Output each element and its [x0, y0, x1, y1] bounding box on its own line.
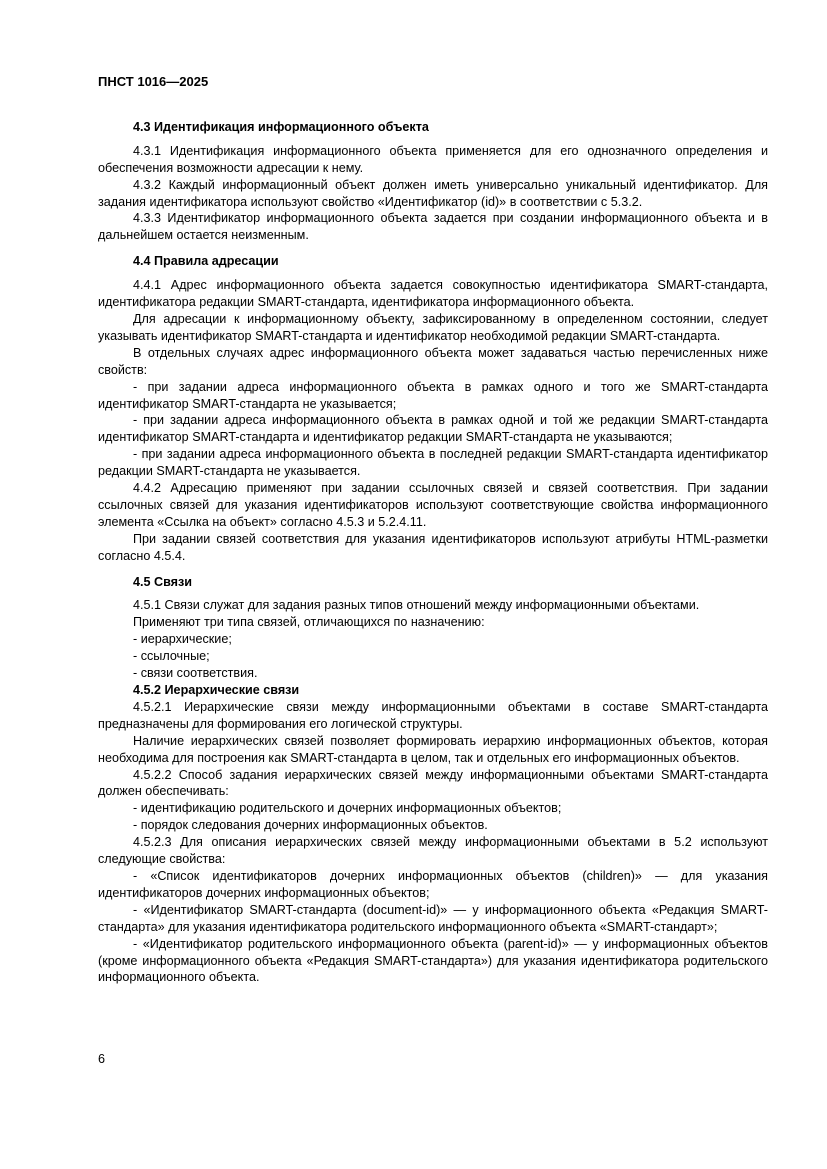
- paragraph-4-3-1: 4.3.1 Идентификация информационного объекта применяется для его однозначного определения и обеспечения возможности адресации к нему.: [98, 143, 768, 175]
- paragraph-hierarchy-purpose: Наличие иерархических связей позволяет формировать иерархию информационных объектов, которая необходима для построения как SMART-стандарта в целом, так и отдельных его информационных объектов.: [98, 733, 768, 765]
- section-4-4-title: 4.4 Правила адресации: [133, 254, 279, 269]
- list-item-parent-child-identification: - идентификацию родительского и дочерних информационных объектов;: [133, 801, 562, 816]
- list-item-hierarchical: - иерархические;: [133, 632, 232, 647]
- page-number: 6: [98, 1052, 106, 1066]
- list-item-children-property: - «Список идентификаторов дочерних информационных объектов (children)» — для указания идентификаторов дочерних информационных объектов;: [98, 868, 768, 900]
- section-4-5-title: 4.5 Связи: [133, 574, 193, 589]
- paragraph-4-5-2-3: 4.5.2.3 Для описания иерархических связей между информационными объектами в 5.2 используют следующие свойства:: [98, 835, 768, 867]
- paragraph-link-types-intro: Применяют три типа связей, отличающихся по назначению:: [133, 615, 485, 630]
- section-4-3-title: 4.3 Идентификация информационного объекта: [133, 119, 429, 134]
- list-item-latest-edition: - при задании адреса информационного объекта в последней редакции SMART-стандарта идентификатор редакции SMART-стандарта не указывается.: [98, 447, 768, 479]
- paragraph-addressing-fixed-state: Для адресации к информационному объекту, зафиксированному в определенном состоянии, следует указывать идентификатор SMART-стандарта и идентификатор необходимой редакции SMART-стандарта.: [98, 311, 768, 343]
- paragraph-4-3-3: 4.3.3 Идентификатор информационного объекта задается при создании информационного объекта и в дальнейшем остается неизменным.: [98, 211, 768, 243]
- list-item-parent-id-property: - «Идентификатор родительского информационного объекта (parent-id)» — у информационных объектов (кроме информационного объекта «Редакция SMART-стандарта») для указания идентификатора родительского информационного объекта.: [98, 936, 768, 985]
- list-item-same-standard: - при задании адреса информационного объекта в рамках одного и того же SMART-стандарта идентификатор SMART-стандарта не указывается;: [98, 379, 768, 411]
- paragraph-4-3-2: 4.3.2 Каждый информационный объект должен иметь универсально уникальный идентификатор. Для задания идентификатора используют свойство «Идентификатор (id)» в соответствии с 5.3.2.: [98, 177, 768, 209]
- list-item-reference: - ссылочные;: [133, 649, 210, 664]
- paragraph-4-5-2-2: 4.5.2.2 Способ задания иерархических связей между информационными объектами SMART-стандарта должен обеспечивать:: [98, 767, 768, 799]
- subsection-4-5-2-title: 4.5.2 Иерархические связи: [133, 683, 300, 697]
- list-item-correspondence: - связи соответствия.: [133, 666, 258, 681]
- paragraph-4-4-1: 4.4.1 Адрес информационного объекта задается совокупностью идентификатора SMART-стандарта, идентификатора редакции SMART-стандарта, идентификатора информационного объекта.: [98, 278, 768, 310]
- document-page: [98, 74, 768, 986]
- list-item-child-order: - порядок следования дочерних информационных объектов.: [133, 818, 488, 833]
- list-item-document-id-property: - «Идентификатор SMART-стандарта (document-id)» — у информационного объекта «Редакция SMART-стандарта» для указания идентификатора родительского информационного объекта «SMART-стандарт»;: [98, 902, 768, 934]
- document-code: ПНСТ 1016—2025: [98, 74, 209, 89]
- paragraph-4-4-2: 4.4.2 Адресацию применяют при задании ссылочных связей и связей соответствия. При задании ссылочных связей для указания идентификаторов используют соответствующие свойства информационного элемента «Ссылка на объект» согласно 4.5.3 и 5.2.4.11.: [98, 481, 768, 529]
- paragraph-4-5-2-1: 4.5.2.1 Иерархические связи между информационными объектами в составе SMART-стандарта предназначены для формирования его логической структуры.: [98, 699, 768, 731]
- paragraph-partial-address: В отдельных случаях адрес информационного объекта может задаваться частью перечисленных ниже свойств:: [98, 345, 768, 377]
- list-item-same-edition: - при задании адреса информационного объекта в рамках одной и той же редакции SMART-стандарта идентификатор SMART-стандарта и идентификатор редакции SMART-стандарта не указываются;: [98, 413, 768, 445]
- paragraph-4-5-1: 4.5.1 Связи служат для задания разных типов отношений между информационными объектами.: [133, 598, 700, 613]
- paragraph-correspondence-links: При задании связей соответствия для указания идентификаторов используют атрибуты HTML-разметки согласно 4.5.4.: [98, 531, 768, 563]
